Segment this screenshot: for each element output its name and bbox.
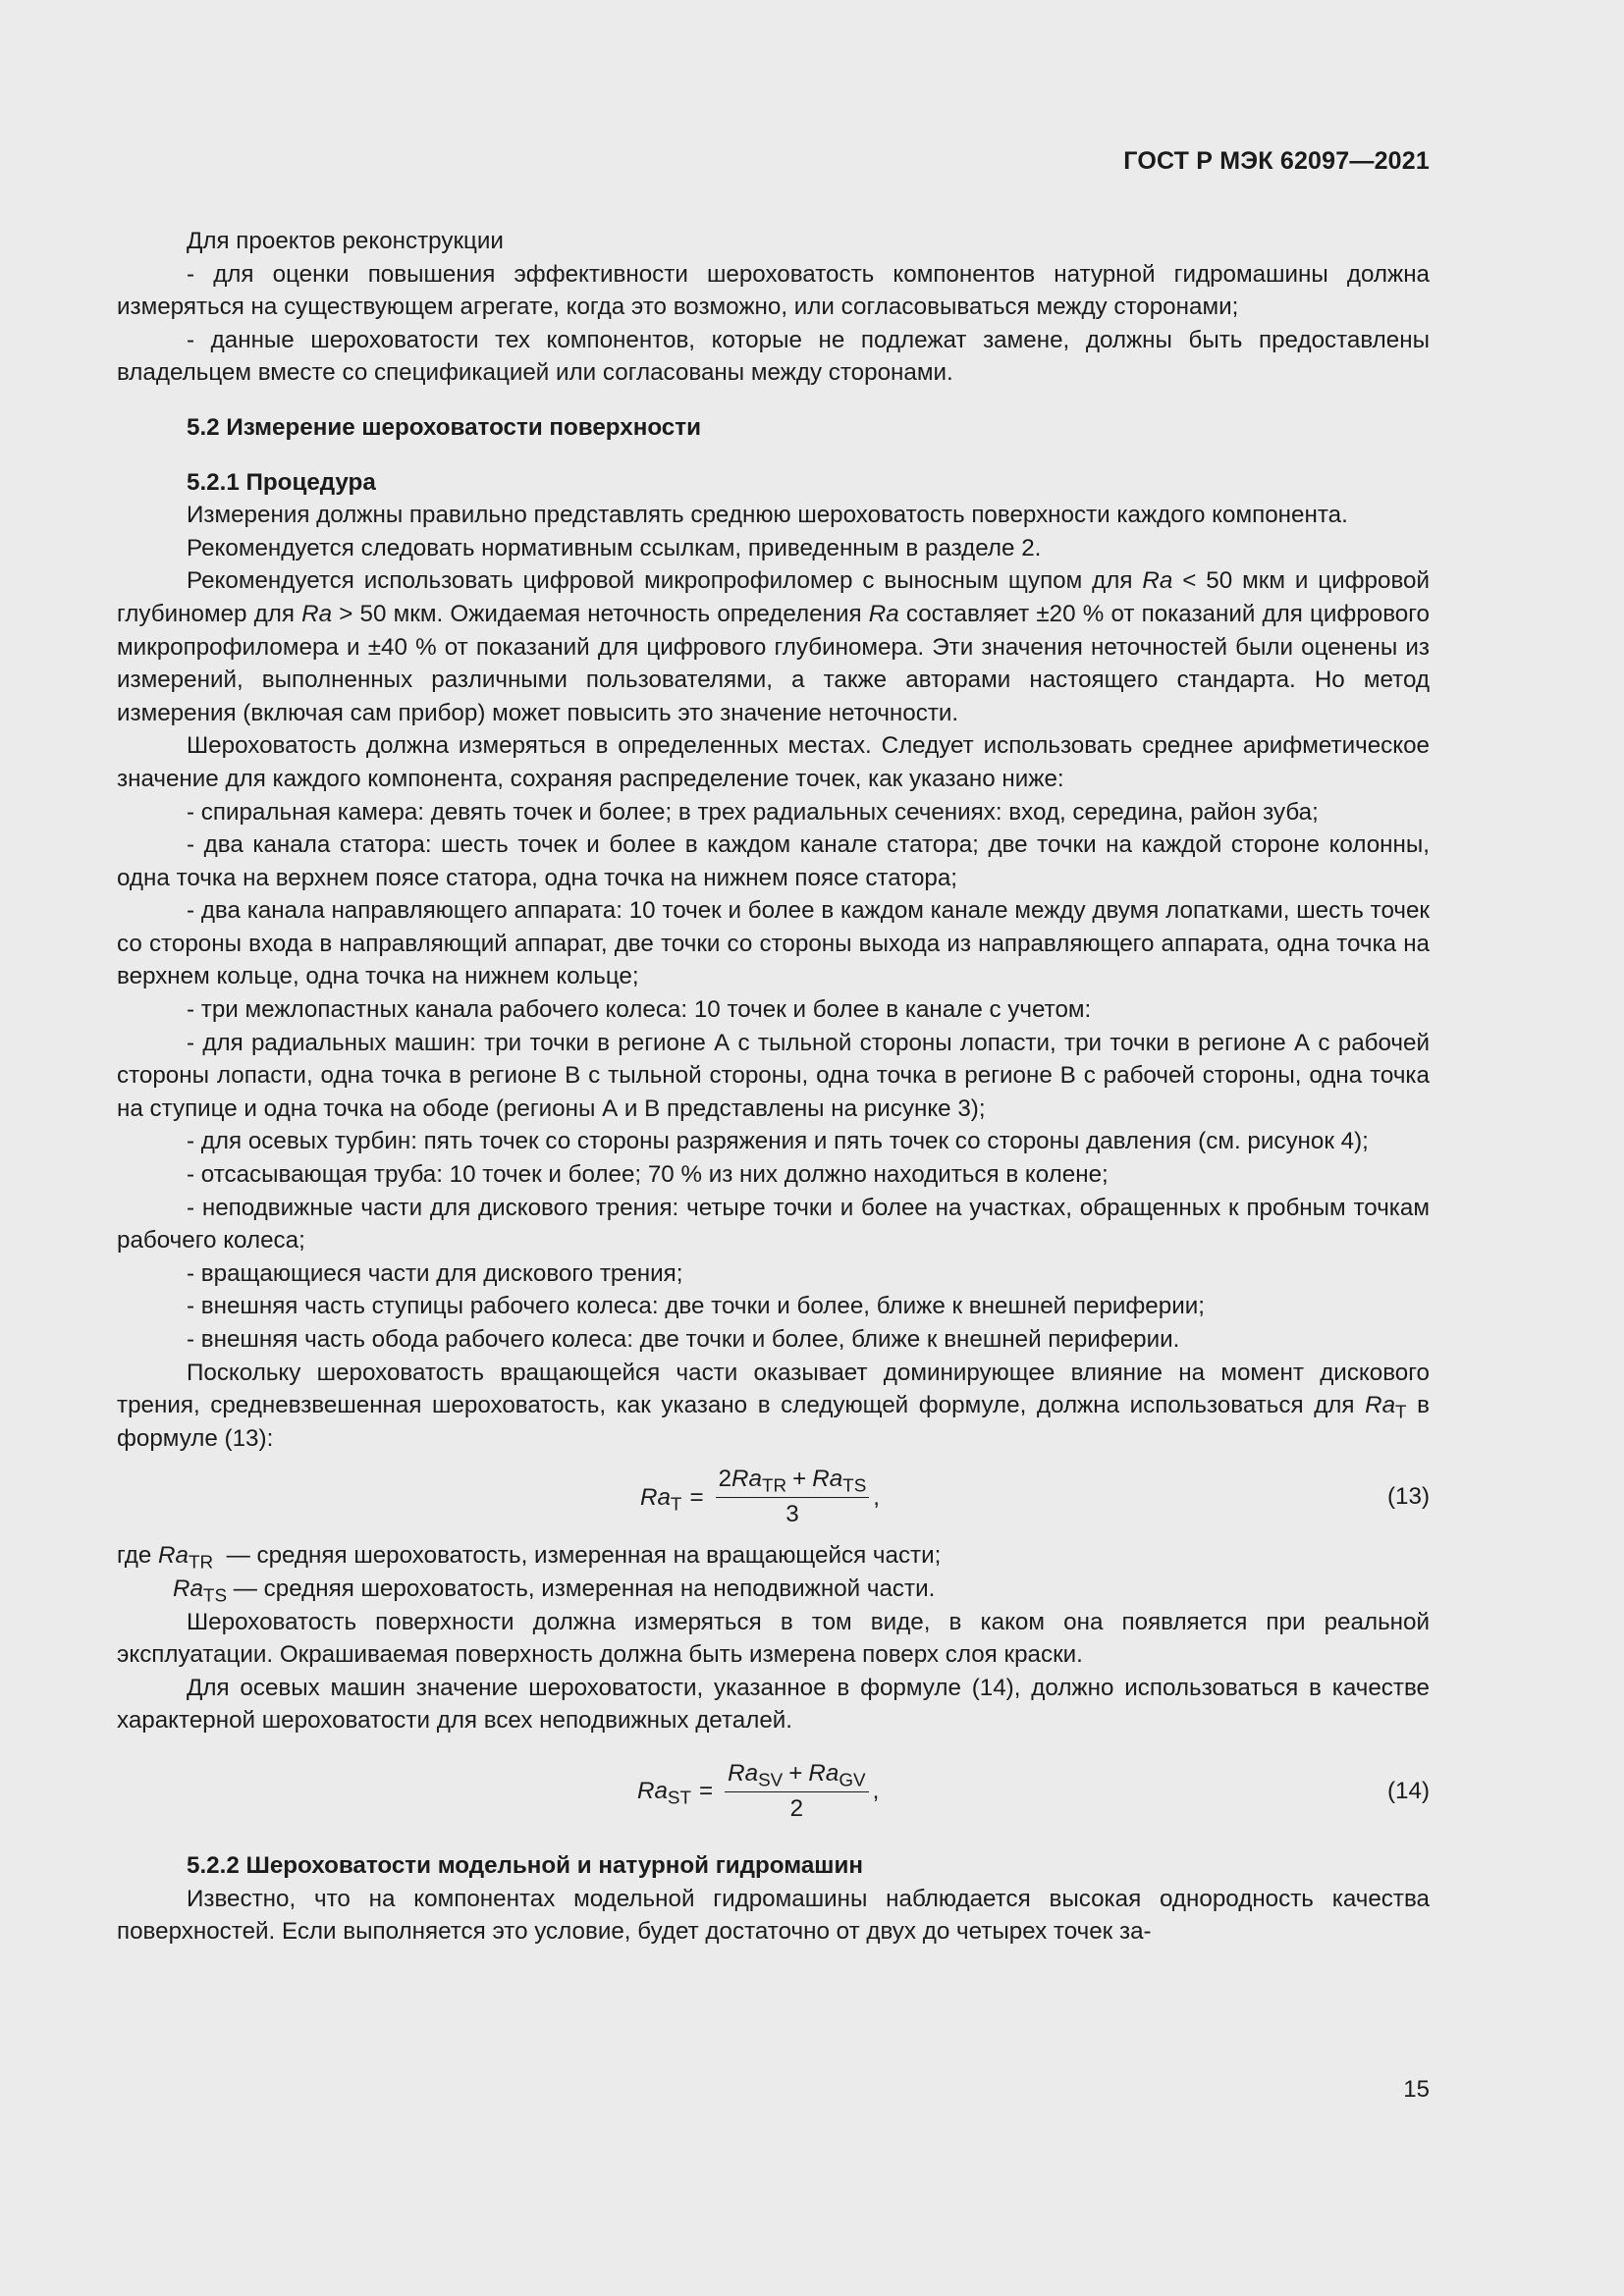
document-code-header: ГОСТ Р МЭК 62097—2021 [1123, 147, 1430, 175]
section-heading-5-2: 5.2 Измерение шероховатости поверхности [187, 413, 701, 441]
section-heading-5-2-1: 5.2.1 Процедура [187, 468, 376, 496]
page-number: 15 [1403, 2076, 1430, 2103]
list-item: - три межлопастных канала рабочего колеса: 10 точек и более в канале с учетом: [187, 996, 1092, 1024]
paragraph: Шероховатость поверхности должна измеряться в том виде, в каком она появляется при реальной эксплуатации. Окрашиваемая поверхность должна быть измерена поверх слоя краски. [117, 1608, 1430, 1669]
paragraph: Поскольку шероховатость вращающейся части оказывает доминирующее влияние на момент дискового трения, средневзвешенная шероховатость, как указано в следующей формуле, должна использоваться для $Ra_T$ в формуле (13): [117, 1359, 1430, 1452]
paragraph: Рекомендуется использовать цифровой микропрофиломер с выносным щупом для Ra < 50 мкм и цифровой глубиномер для Ra > 50 мкм. Ожидаемая неточность определения Ra составляет ±20 % от показаний для цифрового микропрофиломера и ±40 % от показаний для цифрового глубиномера. Эти значения неточностей были оценены из измерений, выполненных различными пользователями, а также авторами настоящего стандарта. Но метод измерения (включая сам прибор) может повысить это значение неточности. [117, 567, 1430, 726]
section-heading-5-2-2: 5.2.2 Шероховатости модельной и натурной гидромашин [187, 1851, 863, 1879]
list-item: - два канала статора: шесть точек и более в каждом канале статора; две точки на каждой стороне колонны, одна точка на верхнем поясе статора, одна точка на нижнем поясе статора; [117, 831, 1430, 891]
fraction-numerator: $Ra_{SV} + Ra_{GV}$ [725, 1757, 868, 1792]
formula-legend: где $Ra_{TR}$ — средняя шероховатость, измеренная на вращающейся части; $Ra_{TS}$ — средняя шероховатость, измеренная на неподвижной части. [117, 1542, 942, 1606]
formula-number: (13) [1386, 1483, 1430, 1511]
list-item: - для радиальных машин: три точки в регионе А с тыльной стороны лопасти, три точки в регионе А с рабочей стороны лопасти, одна точка в регионе В с тыльной стороны, одна точка в регионе В с рабочей стороны, одна точка на ступице и одна точка на ободе (регионы А и В представлены на рисунке 3); [117, 1029, 1430, 1122]
formula-13 [117, 1455, 1430, 1539]
fraction-denominator: 3 [785, 1501, 799, 1528]
list-item: - отсасывающая труба: 10 точек и более; 70 % из них должно находиться в колене; [187, 1161, 1109, 1189]
fraction [716, 1463, 870, 1531]
document-page [117, 0, 1430, 2296]
list-item: - вращающиеся части для дискового трения; [187, 1259, 683, 1287]
paragraph: Известно, что на компонентах модельной гидромашины наблюдается высокая однородность качества поверхностей. Если выполняется это условие, будет достаточно от двух до четырех точек за- [117, 1885, 1430, 1946]
symbol-ra: Ra [1142, 567, 1173, 595]
fraction [725, 1757, 868, 1826]
formula-13-expression: $Ra_T$ = $\frac{2Ra_{TR} + Ra_{TS}}{3}$ , [640, 1455, 880, 1539]
paragraph: Для проектов реконструкции [187, 228, 504, 254]
list-item: - неподвижные части для дискового трения: четыре точки и более на участках, обращенных к пробным точкам рабочего колеса; [117, 1194, 1430, 1255]
paragraph: Шероховатость должна измеряться в определенных местах. Следует использовать среднее арифметическое значение для каждого компонента, сохраняя распределение точек, как указано ниже: [117, 732, 1430, 792]
paragraph: Измерения должны правильно представлять среднюю шероховатость поверхности каждого компонента. [187, 502, 1348, 529]
formula-14-expression: $Ra_{ST}$ = $\frac{Ra_{SV} + Ra_{GV}}{2}$ , [637, 1749, 879, 1834]
list-item: - для осевых турбин: пять точек со стороны разряжения и пять точек со стороны давления (см. рисунок 4); [187, 1128, 1369, 1155]
symbol-ra: Ra [868, 600, 899, 627]
list-item: - внешняя часть обода рабочего колеса: две точки и более, ближе к внешней периферии. [187, 1326, 1180, 1353]
list-item: - два канала направляющего аппарата: 10 точек и более в каждом канале между двумя лопатками, шесть точек со стороны входа в направляющий аппарат, две точки со стороны выхода из направляющего аппарата, одна точка на верхнем кольце, одна точка на нижнем кольце; [117, 897, 1430, 990]
paragraph: - для оценки повышения эффективности шероховатость компонентов натурной гидромашины должна измеряться на существующем агрегате, когда это возможно, или согласовываться между сторонами; [117, 260, 1430, 321]
paragraph: - данные шероховатости тех компонентов, которые не подлежат замене, должны быть предоставлены владельцем вместе со спецификацией или согласованы между сторонами. [117, 326, 1430, 387]
formula-14 [117, 1749, 1430, 1838]
body-text [117, 225, 1430, 1949]
list-item: - внешняя часть ступицы рабочего колеса: две точки и более, ближе к внешней периферии; [187, 1293, 1205, 1320]
paragraph: Для осевых машин значение шероховатости, указанное в формуле (14), должно использоваться в качестве характерной шероховатости для всех неподвижных деталей. [117, 1674, 1430, 1735]
paragraph: Рекомендуется следовать нормативным ссылкам, приведенным в разделе 2. [187, 534, 1042, 561]
symbol-ra: Ra [301, 600, 333, 627]
fraction-numerator: $2Ra_{TR} + Ra_{TS}$ [716, 1463, 870, 1498]
fraction-denominator: 2 [789, 1794, 804, 1822]
formula-number: (14) [1386, 1777, 1430, 1804]
list-item: - спиральная камера: девять точек и более; в трех радиальных сечениях: вход, середина, район зуба; [187, 798, 1319, 826]
